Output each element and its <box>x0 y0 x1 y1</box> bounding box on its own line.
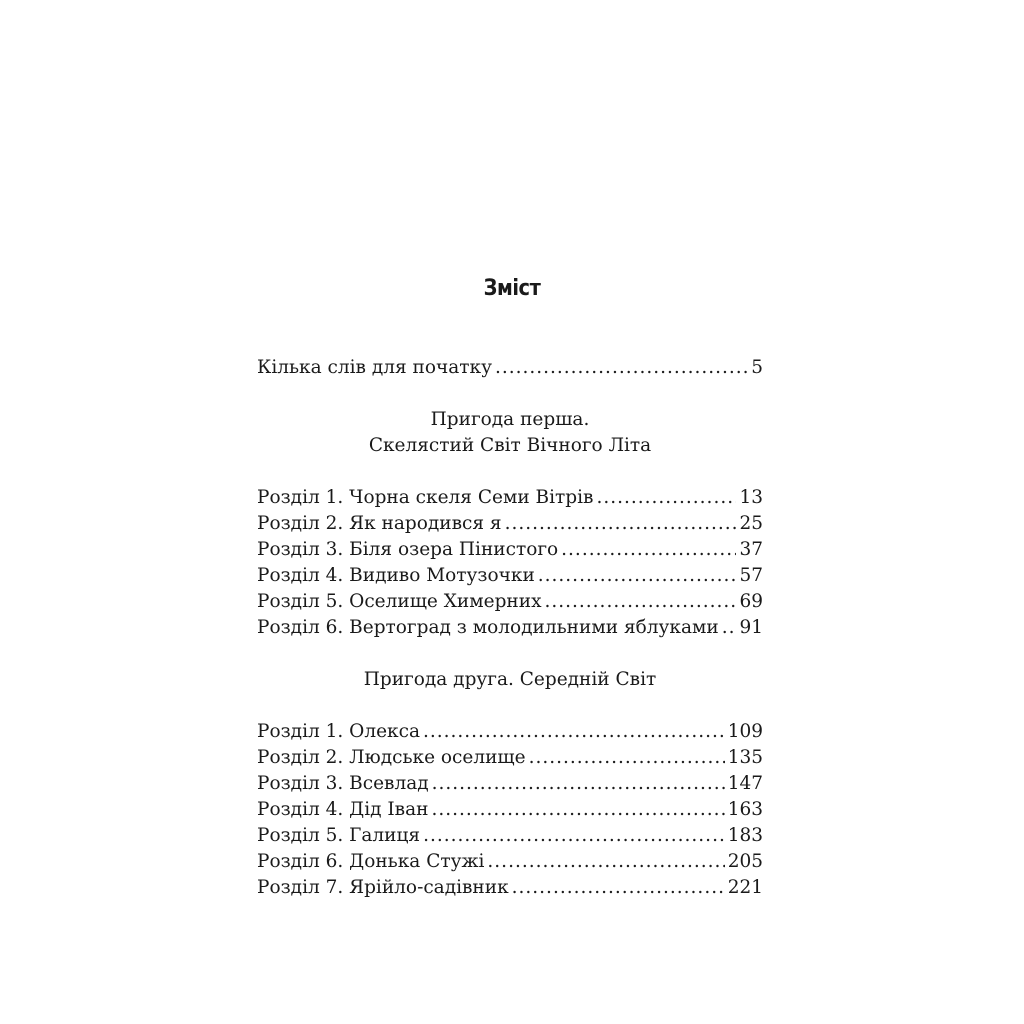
dot-leader <box>538 563 737 589</box>
toc-entry-label: Розділ 3. Біля озера Пінистого <box>257 539 559 560</box>
toc-entry-intro <box>257 355 763 381</box>
toc-page-number: 57 <box>739 565 763 586</box>
dot-leader <box>505 511 737 537</box>
dot-leader <box>487 849 724 875</box>
toc-entry-label: Розділ 2. Людське оселище <box>257 747 526 768</box>
dot-leader <box>596 485 736 511</box>
toc-entry-label: Розділ 5. Оселище Химерних <box>257 591 542 612</box>
toc-entry <box>257 511 763 537</box>
dot-leader <box>495 355 748 381</box>
toc-entry <box>257 849 763 875</box>
toc-entry-label: Розділ 5. Галиця <box>257 825 421 846</box>
toc-entry-label: Розділ 1. Чорна скеля Семи Вітрів <box>257 487 594 508</box>
part1-heading-line1: Пригода перша. <box>430 409 590 430</box>
toc-page-number: 221 <box>727 877 763 898</box>
dot-leader <box>722 615 737 641</box>
toc-page-number: 91 <box>739 617 763 638</box>
part2-chapter-list <box>257 719 763 901</box>
part1-heading-line2: Скелястий Світ Вічного Літа <box>368 435 652 456</box>
toc-entry-label: Розділ 7. Ярійло-садівник <box>257 877 509 898</box>
toc-page-number: 13 <box>739 487 763 508</box>
toc-entry-label: Розділ 6. Донька Стужі <box>257 851 485 872</box>
toc-entry-label: Розділ 3. Всевлад <box>257 773 429 794</box>
toc-entry <box>257 745 763 771</box>
dot-leader <box>423 823 725 849</box>
toc-entry <box>257 615 763 641</box>
toc-entry-label: Кілька слів для початку <box>257 357 492 378</box>
toc-page-number: 147 <box>727 773 763 794</box>
part2-heading: Пригода друга. Середній Світ <box>363 669 657 690</box>
toc-entry <box>257 485 763 511</box>
toc-page-number: 135 <box>727 747 763 768</box>
toc-entry-label: Розділ 4. Дід Іван <box>257 799 429 820</box>
toc-page-number: 109 <box>727 721 763 742</box>
toc-entry <box>257 875 763 901</box>
toc-entry-label: Розділ 6. Вертоград з молодильними яблуками <box>257 617 719 638</box>
dot-leader <box>545 589 737 615</box>
dot-leader <box>512 875 725 901</box>
toc-page-number: 5 <box>751 357 763 378</box>
dot-leader <box>432 771 725 797</box>
toc-page-number: 205 <box>727 851 763 872</box>
dot-leader <box>431 797 724 823</box>
toc-entry-label: Розділ 4. Видиво Мотузочки <box>257 565 535 586</box>
toc-entry <box>257 589 763 615</box>
dot-leader <box>423 719 725 745</box>
toc-entry-label: Розділ 1. Олекса <box>257 721 420 742</box>
part1-chapter-list <box>257 485 763 641</box>
dot-leader <box>529 745 725 771</box>
toc-entry-label: Розділ 2. Як народився я <box>257 513 502 534</box>
toc-page-number: 183 <box>727 825 763 846</box>
toc-page-number: 69 <box>739 591 763 612</box>
toc-entry <box>257 537 763 563</box>
dot-leader <box>561 537 736 563</box>
page-title: Зміст <box>483 276 541 301</box>
toc-entry <box>257 719 763 745</box>
toc-entry <box>257 823 763 849</box>
toc-entry <box>257 771 763 797</box>
toc-page-number: 25 <box>739 513 763 534</box>
table-of-contents <box>257 355 763 901</box>
toc-page-number: 37 <box>739 539 763 560</box>
toc-entry <box>257 563 763 589</box>
toc-entry <box>257 797 763 823</box>
toc-page-number: 163 <box>727 799 763 820</box>
